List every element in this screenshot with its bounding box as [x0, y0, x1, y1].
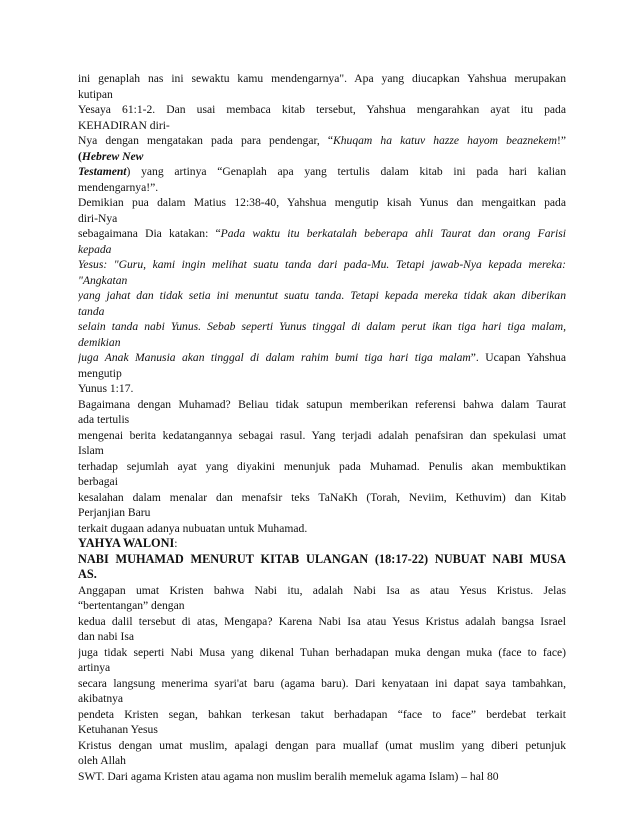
text-line — [78, 195, 566, 211]
text-segment: Bagaimana dengan Muhamad? Beliau tidak satupun memberikan referensi bahwa dalam Taurat — [78, 397, 566, 411]
text-segment: pendeta Kristen segan, bahkan terkesan takut berhadapan “face to face” berdebat terkait — [78, 707, 566, 721]
text-line — [78, 350, 566, 366]
text-line — [78, 521, 566, 537]
text-segment: “bertentangan” dengan — [78, 599, 185, 612]
text-segment: demikian — [78, 335, 121, 349]
text-line — [78, 753, 566, 769]
text-line — [78, 273, 566, 289]
text-line — [78, 180, 566, 196]
text-line — [78, 87, 566, 103]
text-line — [78, 505, 566, 521]
text-line — [78, 304, 566, 320]
text-segment: kepada — [78, 242, 112, 256]
text-segment: Islam — [78, 444, 104, 457]
text-segment: juga tidak seperti Nabi Musa yang dikenal Tuhan berhadapan muka dengan muka (face to face) — [78, 645, 566, 659]
text-segment: Nya dengan mengatakan pada para pendengar, “ — [78, 134, 334, 147]
text-line — [78, 211, 566, 227]
text-segment: ( — [78, 149, 82, 163]
text-segment: ) yang artinya “Genaplah apa yang tertulis dalam kitab ini pada hari kalian — [126, 165, 566, 178]
text-line — [78, 567, 566, 583]
text-segment: tanda — [78, 304, 105, 318]
text-line — [78, 242, 566, 258]
text-segment: terhadap sejumlah ayat yang diyakini menunjuk pada Muhamad. Penulis akan membuktikan — [78, 459, 566, 473]
text-segment: yang jahat dan tidak setia ini menuntut suatu tanda. Tetapi kepada mereka tidak akan diberikan — [78, 289, 566, 302]
text-segment: Anggapan umat Kristen bahwa Nabi itu, adalah Nabi Isa as atau Yesus Kristus. Jelas — [78, 583, 566, 597]
text-line — [78, 738, 566, 754]
text-segment: KEHADIRAN diri- — [78, 118, 170, 132]
text-segment: Yesus: "Guru, kami ingin melihat suatu tanda dari pada-Mu. Tetapi jawab-Nya kepada mereka: — [78, 258, 566, 271]
text-segment: NABI MUHAMAD MENURUT KITAB ULANGAN (18:17-22) NUBUAT NABI MUSA — [78, 551, 566, 566]
text-segment: akibatnya — [78, 692, 124, 705]
text-segment: ”. Ucapan Yahshua — [470, 351, 566, 364]
text-segment: mengenai berita kedatangannya sebagai rasul. Yang terjadi adalah penafsiran dan spekulasi umat — [78, 428, 566, 442]
text-line — [78, 552, 566, 568]
text-line — [78, 691, 566, 707]
text-segment: : — [174, 537, 178, 550]
text-segment: mengutip — [78, 366, 122, 380]
text-line — [78, 102, 566, 118]
text-segment: juga Anak Manusia akan tinggal di dalam rahim bumi tiga hari tiga malam — [78, 351, 471, 364]
text-line — [78, 707, 566, 723]
text-segment: Yunus 1:17. — [78, 382, 134, 395]
text-segment: Hebrew New — [81, 149, 144, 163]
text-line — [78, 490, 566, 506]
text-segment: artinya — [78, 661, 111, 674]
text-line — [78, 769, 566, 785]
text-segment: berbagai — [78, 475, 118, 488]
text-line — [78, 288, 566, 304]
text-segment: oleh Allah — [78, 754, 126, 767]
text-segment: Testament — [78, 165, 127, 178]
text-line — [78, 459, 566, 475]
text-line — [78, 660, 566, 676]
text-line — [78, 335, 566, 351]
text-line — [78, 722, 566, 738]
text-segment: SWT. Dari agama Kristen atau agama non muslim beralih memeluk agama Islam) – hal 80 — [78, 769, 499, 783]
text-segment: secara langsung menerima syari'at baru (agama baru). Dari kenyataan ini dapat saya tambahkan, — [78, 676, 566, 690]
text-line — [78, 536, 566, 552]
text-line — [78, 366, 566, 382]
text-segment: Kristus dengan umat muslim, apalagi dengan para muallaf (umat muslim yang diberi petunjuk — [78, 738, 566, 752]
text-segment: !” — [556, 134, 566, 147]
text-segment: sebagaimana Dia katakan: “ — [78, 227, 221, 240]
text-segment: ini genaplah nas ini sewaktu kamu mendengarnya". Apa yang diucapkan Yahshua merupakan — [78, 72, 566, 85]
text-line — [78, 319, 566, 335]
text-segment: Pada waktu itu berkatalah beberapa ahli Taurat dan orang Farisi — [220, 227, 566, 240]
text-line — [78, 583, 566, 599]
text-line — [78, 428, 566, 444]
text-segment: kesalahan dalam menalar dan menafsir teks TaNaKh (Torah, Neviim, Kethuvim) dan Kitab — [78, 490, 566, 504]
text-line — [78, 397, 566, 413]
text-segment: kutipan — [78, 87, 113, 101]
text-segment: Perjanjian Baru — [78, 506, 151, 519]
text-line — [78, 598, 566, 614]
document-body — [78, 71, 566, 784]
text-line — [78, 257, 566, 273]
text-segment: diri-Nya — [78, 211, 118, 225]
text-segment: ada tertulis — [78, 413, 130, 426]
text-segment: YAHYA WALONI — [78, 536, 175, 550]
text-segment: Khuqam ha katuv hazze hayom beaznekem — [333, 134, 557, 147]
text-segment: mendengarnya!”. — [78, 180, 159, 194]
text-line — [78, 118, 566, 134]
text-line — [78, 645, 566, 661]
text-line — [78, 412, 566, 428]
text-segment: dan nabi Isa — [78, 630, 135, 643]
text-segment: Yesaya 61:1-2. Dan usai membaca kitab tersebut, Yahshua mengarahkan ayat itu pada — [78, 103, 566, 116]
text-line — [78, 164, 566, 180]
text-line — [78, 226, 566, 242]
text-line — [78, 614, 566, 630]
text-segment: Ketuhanan Yesus — [78, 723, 158, 736]
text-line — [78, 381, 566, 397]
text-segment: terkait dugaan adanya nubuatan untuk Muhamad. — [78, 521, 308, 535]
text-line — [78, 71, 566, 87]
text-segment: kedua dalil tersebut di atas, Mengapa? Karena Nabi Isa atau Yesus Kristus adalah bangsa Israel — [78, 614, 566, 628]
text-line — [78, 474, 566, 490]
text-segment: selain tanda nabi Yunus. Sebab seperti Yunus tinggal di dalam perut ikan tiga hari tiga malam, — [78, 320, 566, 333]
text-line — [78, 133, 566, 149]
text-line — [78, 149, 566, 165]
text-segment: AS. — [78, 567, 97, 581]
text-segment: "Angkatan — [78, 273, 128, 287]
text-segment: Demikian pua dalam Matius 12:38-40, Yahshua mengutip kisah Yunus dan mengaitkan pada — [78, 196, 566, 209]
text-line — [78, 443, 566, 459]
text-line — [78, 629, 566, 645]
text-line — [78, 676, 566, 692]
